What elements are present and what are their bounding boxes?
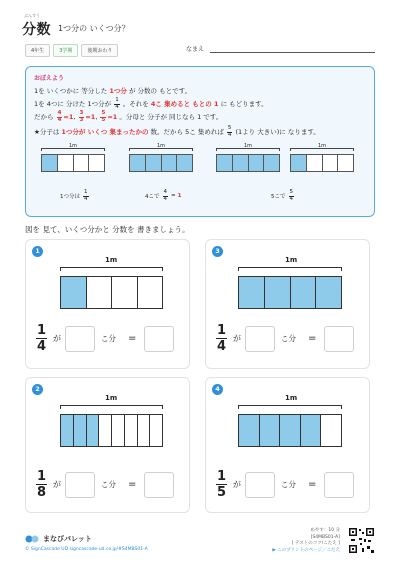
text: 。分母と 分子が 同じなら 1 です。 (119, 113, 223, 121)
tape-bar (290, 154, 354, 172)
problem-card-1 (25, 239, 190, 369)
tips-label: [ テストのコツ/こたえ ] (291, 541, 340, 547)
numerator: 5 (101, 110, 106, 116)
grade-tag: 4年生 (25, 44, 50, 57)
cell (58, 155, 74, 171)
numerator: 3 (79, 110, 84, 116)
answer-row (216, 324, 354, 353)
particle: が (53, 480, 62, 489)
fraction (83, 190, 89, 202)
cell (74, 155, 90, 171)
problem-card-3 (205, 239, 370, 369)
cell (99, 415, 112, 446)
cell-filled (162, 155, 178, 171)
dimension-line (60, 267, 163, 271)
grade-tags (25, 44, 118, 57)
equals: = (128, 333, 137, 344)
worksheet-code: [S4MBS01-A] (310, 534, 340, 540)
equals: = (308, 479, 317, 490)
unit-label: こ分 (281, 334, 297, 343)
cell-filled (42, 155, 58, 171)
count-answer-box[interactable] (65, 326, 95, 352)
cell (112, 277, 138, 308)
qr-code-icon[interactable] (348, 527, 375, 554)
cell-filled (249, 155, 265, 171)
tape-bar (238, 414, 342, 447)
learn-line-1 (34, 86, 191, 95)
text: 数。だから 5こ 集めれば (150, 128, 224, 136)
result: 1 (177, 193, 182, 199)
dimension-line (238, 405, 342, 409)
caption-3 (271, 190, 295, 202)
cell-filled (239, 277, 265, 308)
answer-row (216, 470, 354, 499)
length-label: 1m (105, 394, 118, 402)
copyright: © SignCascade UD signcascade-ud.co.jp/#S4MBS01-A (25, 547, 148, 552)
given-fraction (216, 324, 227, 353)
denominator: 8 (37, 485, 47, 500)
length-label: 1m (105, 256, 118, 264)
learn-line-2 (34, 98, 268, 110)
given-fraction (36, 470, 47, 499)
name-field[interactable] (210, 52, 375, 53)
denominator: 4 (37, 339, 47, 354)
text: 1を 4つに 分けた 1つ分が (34, 100, 112, 108)
length-label: 1m (285, 394, 298, 402)
caption-2 (145, 190, 181, 202)
brand-name: まなびパレット (43, 535, 92, 543)
equals-one: =1 (107, 113, 118, 121)
learn-line-3: だから $\frac{4}{4}$ =1, $\frac{3}{3}$ =1, $\frac{5}{5}$ =1 。分母と 分子が 同じなら 1 です。 (34, 110, 223, 123)
count-answer-box[interactable] (245, 326, 275, 352)
problem-number: 4 (212, 384, 223, 395)
numerator: 1 (217, 469, 227, 484)
given-fraction (36, 324, 47, 353)
numerator: 1 (37, 323, 47, 338)
palette-icon (25, 533, 39, 545)
cell-filled (74, 415, 87, 446)
numerator: 4 (57, 110, 62, 116)
problem-number: 3 (212, 246, 223, 257)
count-answer-box[interactable] (245, 472, 275, 498)
cell (112, 415, 125, 446)
length-label: 1m (69, 143, 78, 149)
particle: が (233, 480, 242, 489)
text: 4こで (145, 194, 160, 200)
cell-filled (61, 277, 87, 308)
page-title: 分数 (22, 22, 51, 38)
tape-bar (60, 276, 163, 309)
tape-bar (216, 154, 280, 172)
brand-logo (25, 533, 92, 545)
cell-filled (130, 155, 146, 171)
highlight: 1つ分 (109, 87, 127, 95)
fraction (114, 98, 120, 110)
time-estimate: めやす：10 分 (310, 528, 340, 533)
cell (87, 277, 113, 308)
denominator: 5 (101, 116, 106, 123)
instruction: 図を 見て、いくつ分かと 分数を 書きましょう。 (25, 225, 190, 234)
particle: が (233, 334, 242, 343)
learn-line-4 (34, 126, 320, 138)
fraction (163, 190, 169, 202)
numerator: 1 (115, 97, 119, 103)
tape-bar (60, 414, 163, 447)
denominator: 4 (217, 339, 227, 354)
text: (1より 大きい)に なります。 (235, 128, 320, 136)
tape-bar (129, 154, 193, 172)
cell-filled (316, 277, 341, 308)
cell (138, 415, 151, 446)
title-ruby: ぶんすう (24, 13, 40, 18)
unit-label: こ分 (281, 480, 297, 489)
denominator: 4 (115, 103, 119, 110)
answer-row (36, 324, 174, 353)
fraction (57, 111, 63, 123)
length-label: 1m (285, 256, 298, 264)
cell-filled (61, 415, 74, 446)
problem-number: 1 (32, 246, 43, 257)
term-tag: 3学期 (53, 44, 78, 57)
fraction-answer-box[interactable] (144, 472, 174, 498)
numerator: 4 (163, 189, 167, 195)
text: だから (34, 113, 54, 121)
dimension-line (41, 148, 105, 151)
count-answer-box[interactable] (65, 472, 95, 498)
unit-label: こ分 (101, 334, 117, 343)
answer-row (36, 470, 174, 499)
cell-filled (217, 155, 233, 171)
cell (89, 155, 104, 171)
cell-filled (239, 415, 260, 446)
caption-1 (60, 190, 90, 202)
cell-filled (265, 277, 291, 308)
period-tag: 後期おわり (81, 44, 118, 57)
fraction-answer-box[interactable] (324, 326, 354, 352)
cell-filled (177, 155, 192, 171)
text: 1つ分は (60, 194, 80, 200)
highlight: 1つ分が いくつ 集まったかの (61, 128, 149, 136)
denominator: 4 (84, 195, 88, 202)
fraction-answer-box[interactable] (324, 472, 354, 498)
dimension-line (238, 267, 342, 271)
equals: = (128, 479, 137, 490)
numerator: 5 (289, 189, 293, 195)
denominator: 4 (289, 195, 293, 202)
denominator: 3 (79, 116, 84, 123)
cell-filled (260, 415, 281, 446)
fraction (79, 111, 85, 123)
name-label: なまえ (186, 46, 205, 53)
fraction-answer-box[interactable] (144, 326, 174, 352)
fraction (289, 190, 295, 202)
cell (321, 415, 341, 446)
cell-filled (291, 155, 307, 171)
cell (150, 415, 162, 446)
text: 。それを (122, 100, 149, 108)
text: 1を いくつかに 等分した (34, 87, 108, 95)
length-label: 1m (244, 143, 253, 149)
problem-card-2 (25, 377, 190, 513)
equals: = (308, 333, 317, 344)
equals: = (171, 193, 176, 199)
fraction (227, 126, 233, 138)
unit-label: こ分 (101, 480, 117, 489)
denominator: 5 (217, 485, 227, 500)
cell-filled (280, 415, 301, 446)
cell-filled (233, 155, 249, 171)
problem-number: 2 (32, 384, 43, 395)
numerator: 1 (217, 323, 227, 338)
denominator: 4 (57, 116, 62, 123)
denominator: 4 (227, 131, 232, 138)
learn-heading: おぼえよう (34, 75, 65, 82)
fraction (100, 111, 106, 123)
equals-one: =1 (85, 113, 96, 121)
dimension-line (129, 148, 193, 151)
length-label: 1m (318, 143, 327, 149)
dimension-line (290, 148, 354, 151)
cell (338, 155, 353, 171)
cell (125, 415, 138, 446)
equals-one: =1 (63, 113, 74, 121)
text: ★分子は (34, 128, 60, 136)
denominator: 4 (163, 195, 167, 202)
length-label: 1m (157, 143, 166, 149)
tape-bar (238, 276, 342, 309)
problem-card-4 (205, 377, 370, 513)
text: 5こで (271, 194, 286, 200)
cell-filled (291, 277, 317, 308)
highlight: もとの 1 (192, 100, 219, 108)
cell-filled (301, 415, 322, 446)
cell (323, 155, 339, 171)
dimension-line (60, 405, 163, 409)
cell-filled (87, 415, 100, 446)
text: が 分数の もとです。 (128, 87, 192, 95)
cell (138, 277, 163, 308)
worksheet-meta (272, 528, 340, 554)
text: に もどります。 (220, 100, 268, 108)
cell-filled (146, 155, 162, 171)
numerator: 5 (227, 125, 232, 131)
particle: が (53, 334, 62, 343)
given-fraction (216, 470, 227, 499)
cell-filled (264, 155, 279, 171)
answer-page-link[interactable]: ▶ このプリントのページ／こたえ (272, 547, 340, 553)
tape-bar (41, 154, 105, 172)
page-subtitle: 1つ分の いくつ分？ (58, 24, 130, 33)
dimension-line (216, 148, 280, 151)
highlight: 4こ 集めると (150, 100, 191, 108)
cell (307, 155, 323, 171)
numerator: 1 (84, 189, 88, 195)
numerator: 1 (37, 469, 47, 484)
